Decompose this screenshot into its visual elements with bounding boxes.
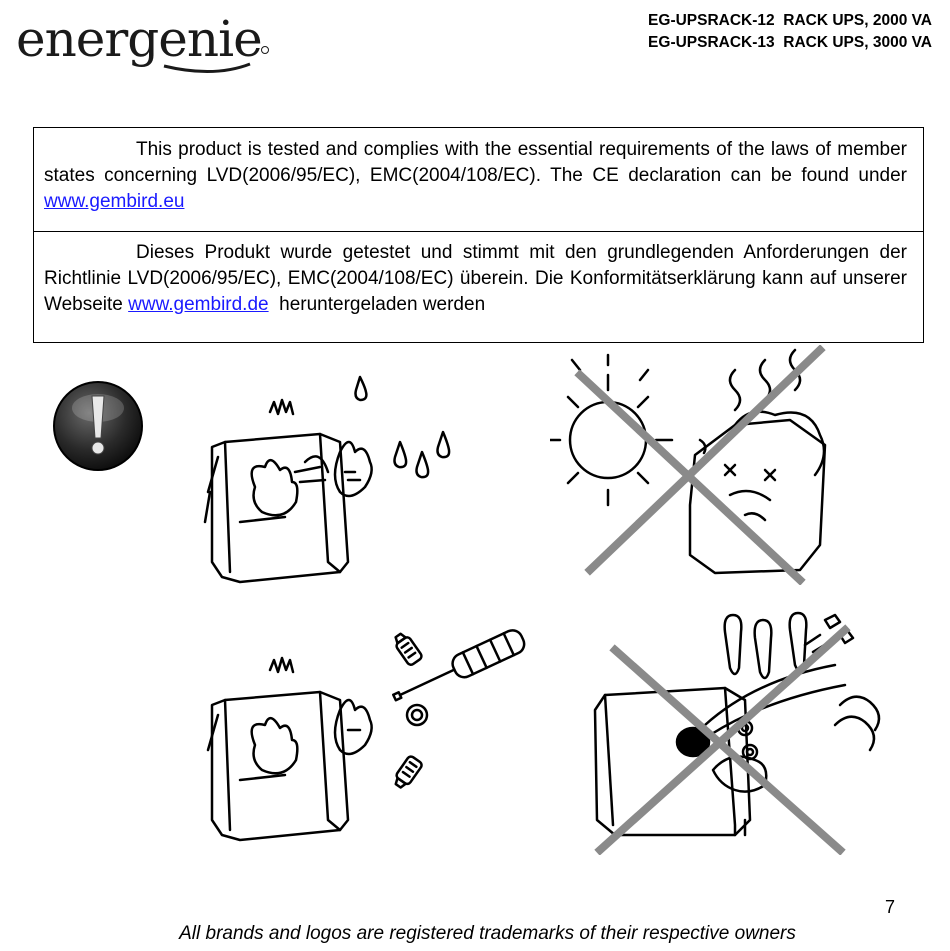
notice-en-text: This product is tested and complies with the essential requirements of the laws of member states concerning LVD(2006/95/EC), EMC(2004/108/EC). The CE declaration can be found under — [44, 139, 907, 186]
energenie-logo — [14, 6, 274, 76]
gembird-de-link[interactable]: www.gembird.de — [128, 294, 269, 315]
compliance-notice — [33, 127, 924, 343]
notice-german — [44, 240, 907, 318]
notice-de-text-after: heruntergeladen werden — [268, 294, 486, 315]
notice-divider — [34, 231, 923, 232]
warning-exclamation-icon — [52, 380, 144, 472]
product-header — [648, 10, 932, 54]
no-water-icon — [200, 372, 470, 587]
page-number: 7 — [885, 897, 896, 917]
product-line: EG-UPSRACK-12 RACK UPS, 2000 VA — [648, 12, 932, 29]
notice-english — [44, 137, 907, 215]
do-not-disassemble-icon — [200, 615, 530, 855]
trademark-footer: All brands and logos are registered trademarks of their respective owners — [179, 923, 796, 944]
product-line: EG-UPSRACK-13 RACK UPS, 3000 VA — [648, 34, 932, 51]
no-foreign-objects-icon — [585, 610, 895, 855]
svg-text:energenie: energenie — [16, 10, 262, 68]
gembird-eu-link[interactable]: www.gembird.eu — [44, 191, 185, 212]
no-heat-sun-icon — [550, 345, 850, 585]
notice-de-text: Dieses Produkt wurde getestet und stimmt mit den grundlegenden Anforderungen der Richtlinie LVD(2006/95/EC), EMC(2004/108/EC) überein. Die Konformitätserklärung kann auf unserer Webseite — [44, 242, 907, 315]
